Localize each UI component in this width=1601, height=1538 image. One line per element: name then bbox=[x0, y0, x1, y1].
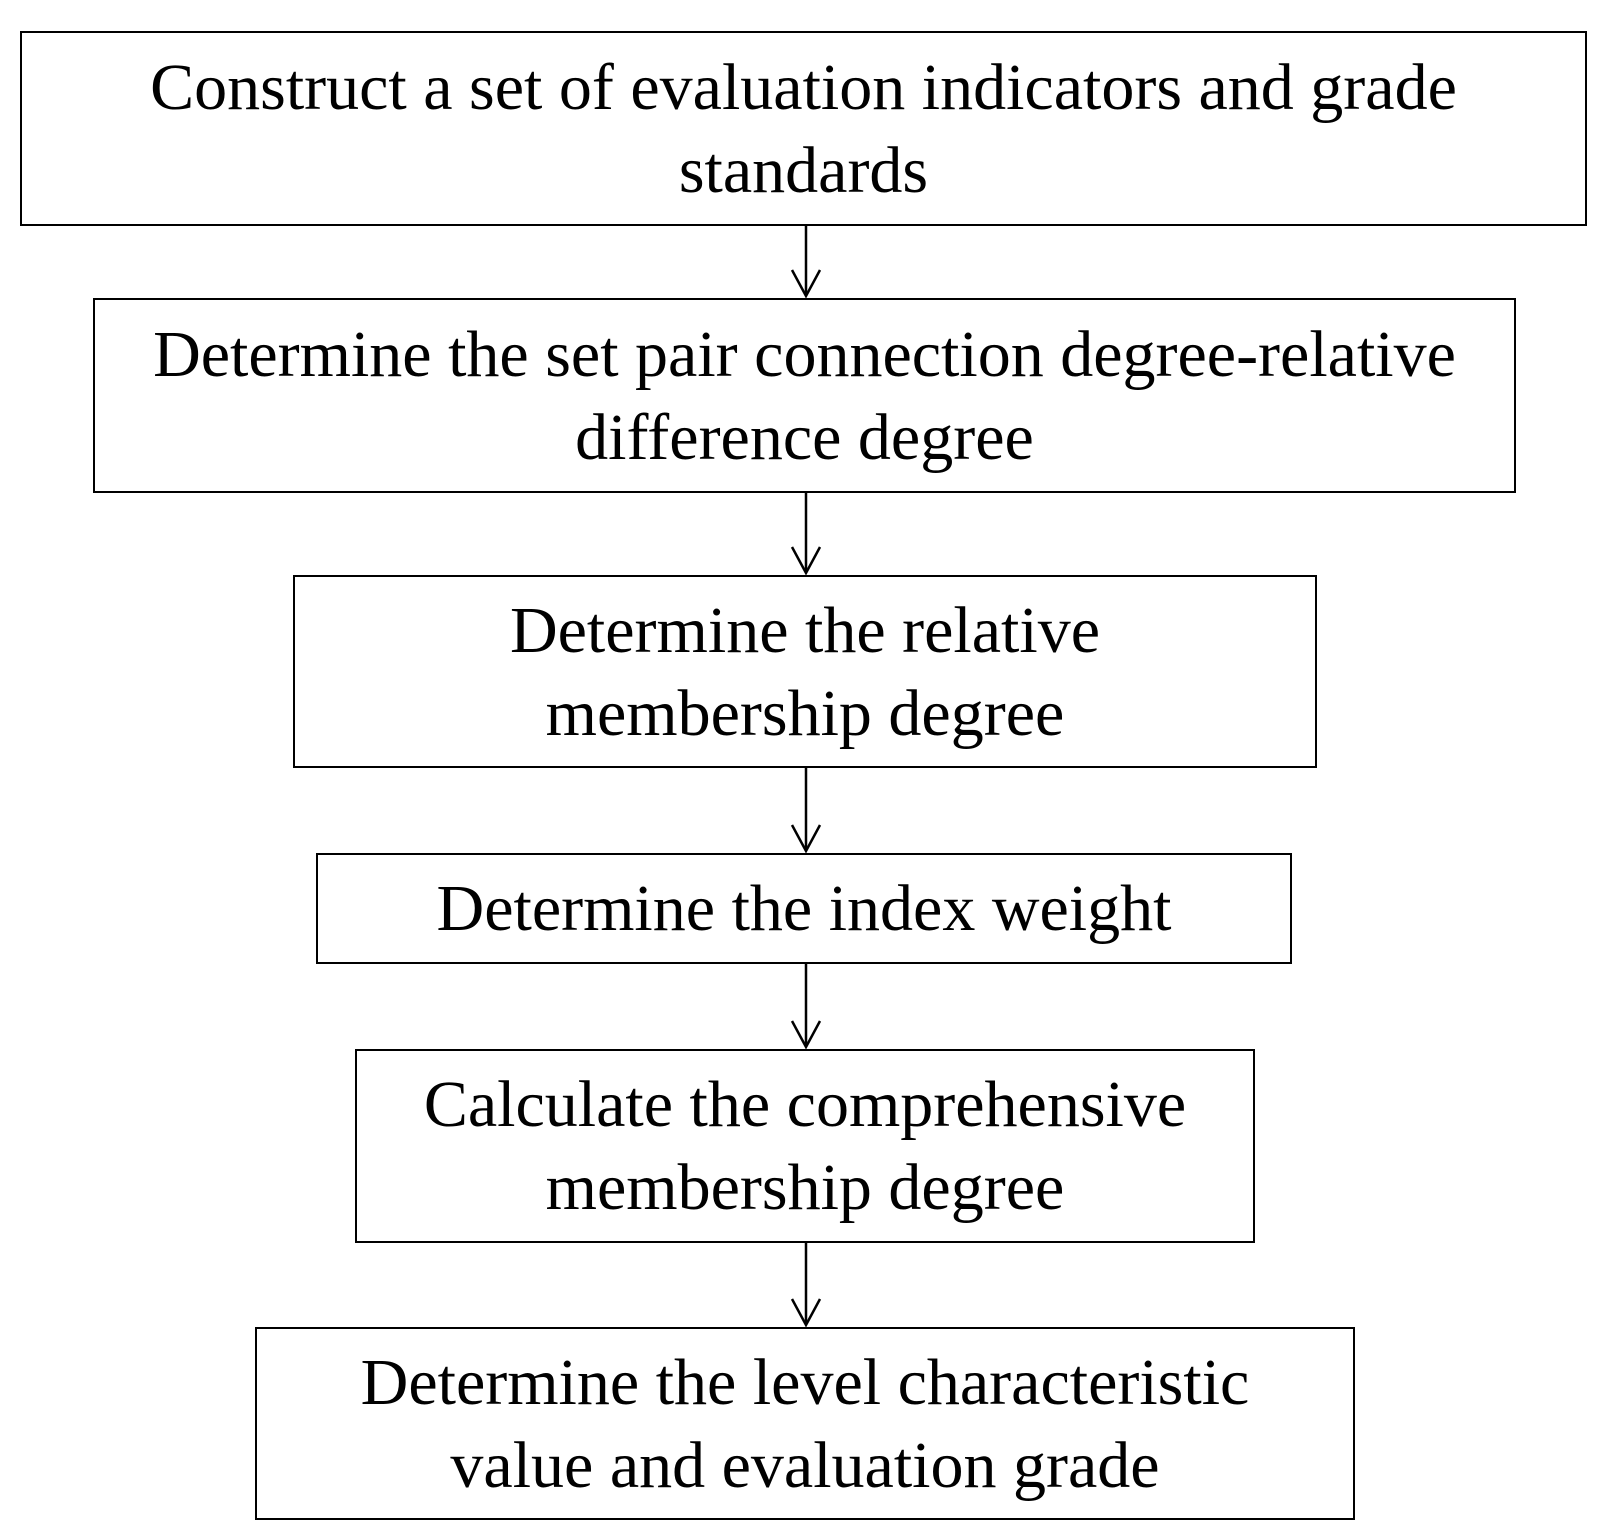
flow-step-1-text bbox=[150, 46, 1457, 212]
flow-step-1-line-1: Construct a set of evaluation indicators and grade bbox=[150, 50, 1457, 124]
arrow-step2-to-step3 bbox=[792, 493, 820, 573]
flow-step-2-line-2: difference degree bbox=[575, 400, 1034, 474]
flow-step-2 bbox=[93, 298, 1516, 493]
arrow-step1-to-step2 bbox=[792, 226, 820, 296]
flow-step-4 bbox=[316, 853, 1292, 964]
flow-step-3 bbox=[293, 575, 1317, 768]
flow-step-6-text bbox=[361, 1341, 1250, 1507]
flow-step-6 bbox=[255, 1327, 1355, 1520]
arrow-step3-to-step4 bbox=[792, 768, 820, 851]
arrow-step4-to-step5 bbox=[792, 964, 820, 1047]
flow-step-6-line-2: value and evaluation grade bbox=[450, 1428, 1160, 1502]
flow-step-1 bbox=[20, 31, 1587, 226]
arrow-step5-to-step6 bbox=[792, 1243, 820, 1325]
flow-step-4-text bbox=[437, 867, 1172, 950]
flow-step-5-line-1: Calculate the comprehensive bbox=[423, 1068, 1187, 1141]
flow-step-4-line-1: Determine the index weight bbox=[436, 872, 1172, 945]
flow-step-2-text bbox=[153, 313, 1456, 479]
flow-step-3-line-1: Determine the relative bbox=[509, 593, 1101, 667]
flow-step-2-line-1: Determine the set pair connection degree-relative bbox=[153, 317, 1456, 391]
flow-step-1-line-2: standards bbox=[678, 133, 929, 207]
flow-step-5-line-2: membership degree bbox=[545, 1151, 1065, 1224]
flow-step-3-line-2: membership degree bbox=[545, 676, 1065, 750]
flow-step-5-text bbox=[424, 1063, 1186, 1229]
flow-step-5 bbox=[355, 1049, 1255, 1243]
flow-step-6-line-1: Determine the level characteristic bbox=[360, 1345, 1250, 1419]
flow-step-3-text bbox=[510, 589, 1100, 755]
